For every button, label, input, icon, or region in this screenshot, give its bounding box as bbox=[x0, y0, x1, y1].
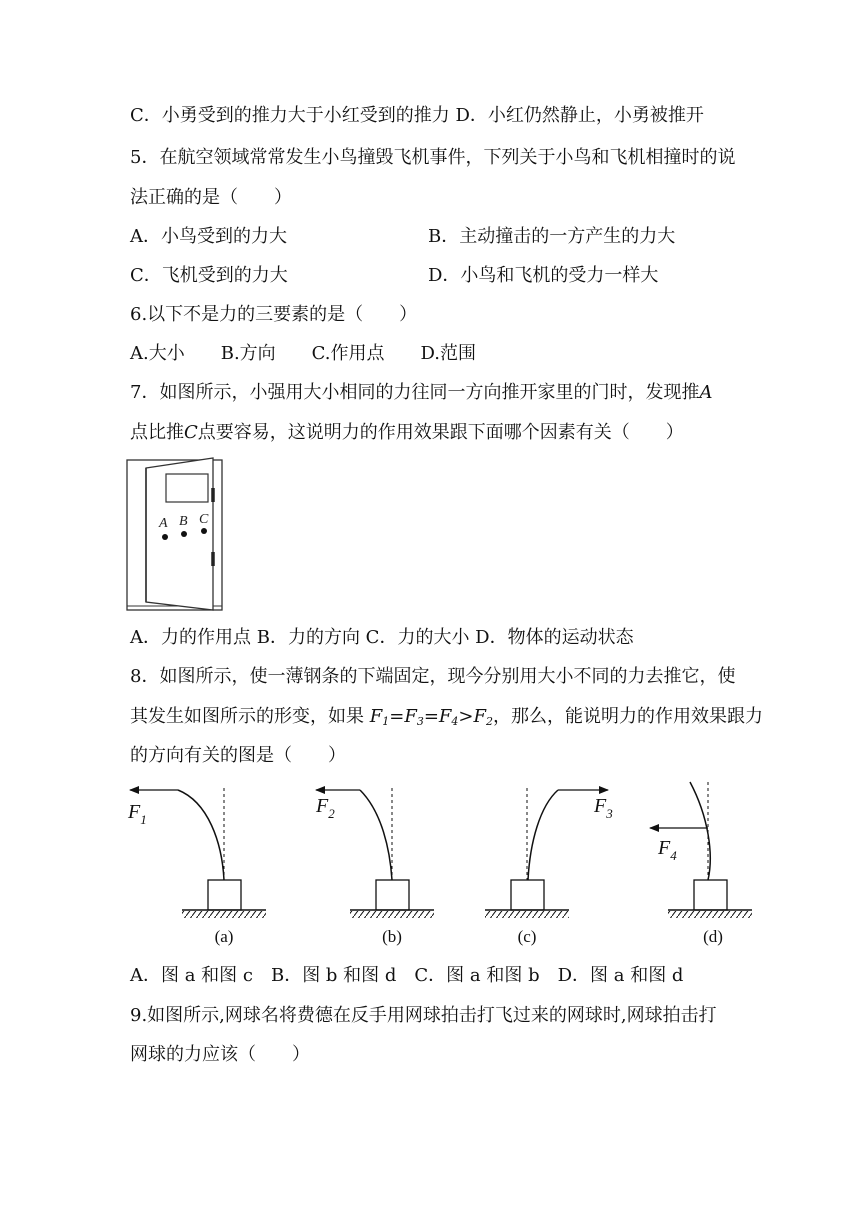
figure-c-strip bbox=[528, 790, 558, 880]
q7-var-a: A bbox=[699, 382, 713, 403]
q8-formula: $F_1=F_3=F_4>F_2$ bbox=[369, 706, 494, 728]
q5-stem-line2: 法正确的是（ ） bbox=[130, 187, 292, 208]
figure-b bbox=[315, 788, 434, 946]
q7-stem-post: 点要容易，这说明力的作用效果跟下面哪个因素有关（ ） bbox=[197, 422, 684, 443]
q5-option-a: A．小鸟受到的力大 bbox=[130, 226, 287, 247]
q8-stem-line2 bbox=[130, 705, 763, 734]
figure-b-base-block bbox=[376, 880, 409, 910]
figure-b-ground-hatch bbox=[350, 911, 434, 918]
door-panel bbox=[146, 458, 213, 610]
q6-options: A.大小 B.方向 C.作用点 D.范围 bbox=[130, 343, 477, 364]
door-label-b: B bbox=[179, 514, 188, 529]
door-figure bbox=[124, 456, 230, 614]
figure-d-ground-hatch bbox=[668, 911, 752, 918]
q8-options: A．图 a 和图 c B．图 b 和图 d C．图 a 和图 b D．图 a 和图 d bbox=[130, 965, 684, 986]
q7-stem-line2 bbox=[130, 421, 684, 445]
q5-stem-line1: 5．在航空领域常常发生小鸟撞毁飞机事件，下列关于小鸟和飞机相撞时的说 bbox=[130, 147, 736, 168]
q5-option-d: D．小鸟和飞机的受力一样大 bbox=[428, 265, 659, 286]
door-point-c bbox=[201, 528, 207, 534]
q7-var-c: C bbox=[184, 422, 198, 443]
figure-a-strip bbox=[178, 790, 224, 880]
door-label-c: C bbox=[199, 512, 209, 527]
door-point-b bbox=[181, 531, 187, 537]
q7-stem-pre: 点比推 bbox=[130, 422, 184, 443]
q7-options: A．力的作用点 B．力的方向 C．力的大小 D．物体的运动状态 bbox=[130, 627, 634, 648]
figure-d-base-block bbox=[694, 880, 727, 910]
figure-a bbox=[127, 788, 266, 946]
door-point-a bbox=[162, 534, 168, 540]
q5-option-b: B．主动撞击的一方产生的力大 bbox=[428, 226, 676, 247]
figure-b-force-label: $F_2$ bbox=[316, 795, 335, 821]
q8-stem-pre: 其发生如图所示的形变，如果 bbox=[130, 706, 370, 727]
figure-d-caption: (d) bbox=[703, 927, 723, 946]
q7-stem-text: 7．如图所示，小强用大小相同的力往同一方向推开家里的门时，发现推 bbox=[130, 382, 700, 403]
figure-c-caption: (c) bbox=[517, 927, 537, 946]
figure-d bbox=[650, 782, 752, 946]
q7-stem-line1 bbox=[130, 381, 712, 405]
steel-strip-figures bbox=[120, 772, 770, 954]
figure-a-base-block bbox=[208, 880, 241, 910]
figure-c-base-block bbox=[511, 880, 544, 910]
figure-d-strip bbox=[690, 782, 710, 880]
door-label-a: A bbox=[159, 516, 168, 531]
q4-options-cd: C．小勇受到的推力大于小红受到的推力 D．小红仍然静止，小勇被推开 bbox=[130, 105, 704, 126]
q8-stem-line3: 的方向有关的图是（ ） bbox=[130, 745, 346, 766]
figure-d-force-label: $F_4$ bbox=[658, 837, 677, 863]
q9-stem-line1: 9.如图所示,网球名将费德在反手用网球拍击打飞过来的网球时,网球拍击打 bbox=[130, 1005, 717, 1026]
q9-stem-line2: 网球的力应该（ ） bbox=[130, 1044, 310, 1065]
q5-option-c: C．飞机受到的力大 bbox=[130, 265, 288, 286]
q8-stem-line1: 8．如图所示，使一薄钢条的下端固定，现今分别用大小不同的力去推它，使 bbox=[130, 666, 736, 687]
figure-c-ground-hatch bbox=[485, 911, 569, 918]
q6-stem: 6.以下不是力的三要素的是（ ） bbox=[130, 304, 418, 325]
q8-stem-post: ，那么，能说明力的作用效果跟力 bbox=[493, 706, 764, 727]
figure-b-strip bbox=[360, 790, 392, 880]
figure-b-caption: (b) bbox=[382, 927, 402, 946]
figure-c-force-label: $F_3$ bbox=[594, 795, 613, 821]
figure-a-force-label: $F_1$ bbox=[128, 801, 147, 827]
figure-a-ground-hatch bbox=[182, 911, 266, 918]
figure-a-caption: (a) bbox=[214, 927, 234, 946]
figure-c bbox=[485, 788, 613, 946]
